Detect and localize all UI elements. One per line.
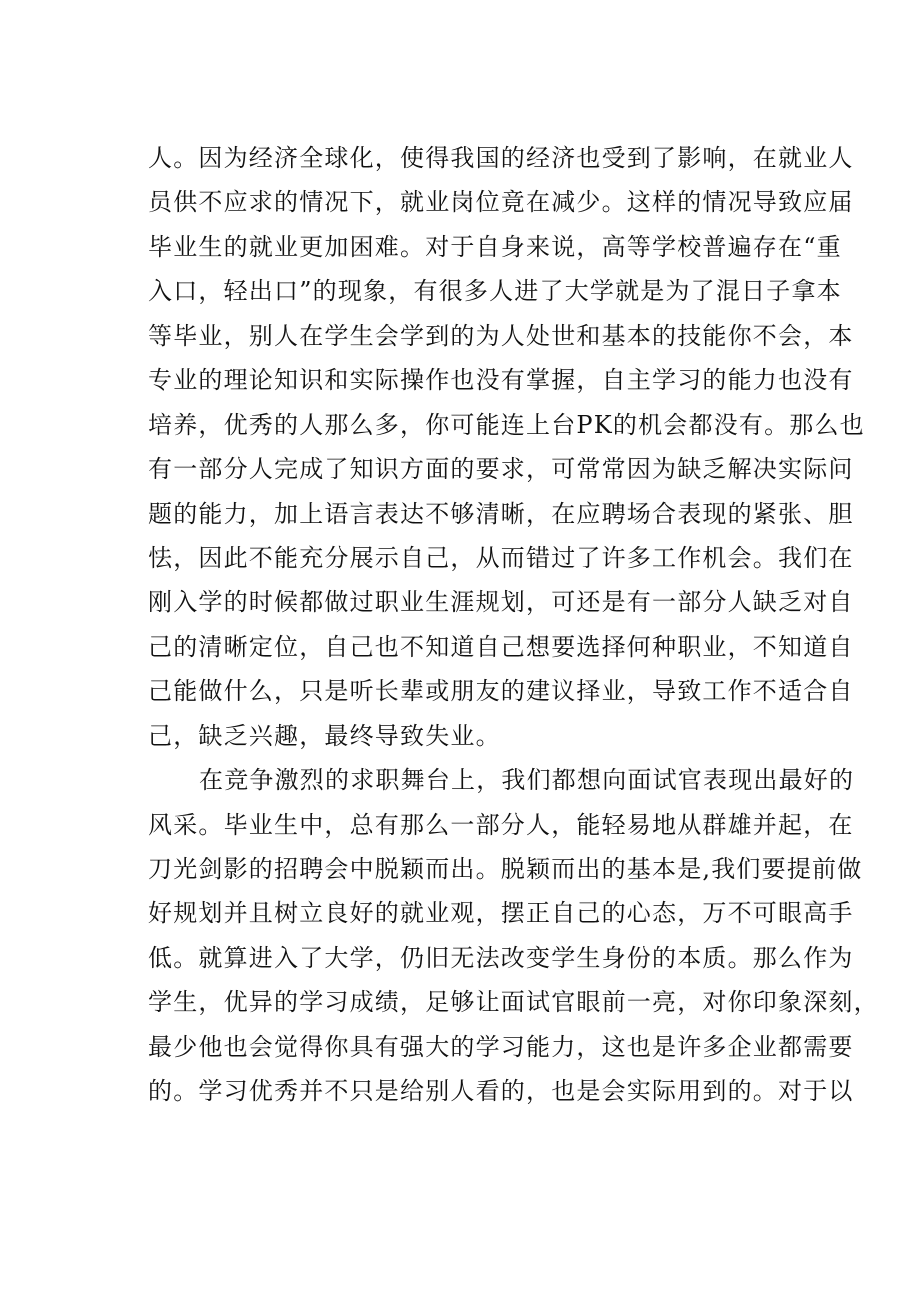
text-line: 在竞争激烈的求职舞台上，我们都想向面试官表现出最好的	[199, 766, 855, 795]
text-line: 己的清晰定位，自己也不知道自己想要选择何种职业，不知道自	[148, 632, 854, 661]
text-line: 好规划并且树立良好的就业观，摆正自己的心态，万不可眼高手	[148, 899, 854, 928]
text-line: 风采。毕业生中，总有那么一部分人，能轻易地从群雄并起，在	[148, 810, 854, 839]
text-line: 刚入学的时候都做过职业生涯规划，可还是有一部分人缺乏对自	[148, 588, 854, 617]
text-line: 等毕业，别人在学生会学到的为人处世和基本的技能你不会，本	[148, 321, 854, 350]
text-line: 己能做什么，只是听长辈或朋友的建议择业，导致工作不适合自	[148, 677, 854, 706]
text-line: 最少他也会觉得你具有强大的学习能力，这也是许多企业都需要	[148, 1032, 854, 1061]
text-line: 人。因为经济全球化，使得我国的经济也受到了影响，在就业人	[148, 144, 854, 172]
text-line: 的。学习优秀并不只是给别人看的，也是会实际用到的。对于以	[148, 1077, 854, 1106]
body-text	[148, 136, 879, 1114]
text-line: 己，缺乏兴趣，最终导致失业。	[148, 721, 501, 750]
paragraph-1	[148, 136, 865, 758]
text-line: 有一部分人完成了知识方面的要求，可常常因为缺乏解决实际问	[148, 455, 854, 484]
text-line: 入口，轻出口”的现象，有很多人进了大学就是为了混日子拿本	[148, 277, 842, 306]
paragraph-2	[148, 758, 879, 1114]
text-line: 专业的理论知识和实际操作也没有掌握，自主学习的能力也没有	[148, 366, 854, 395]
text-line: 培养，优秀的人那么多，你可能连上台PK的机会都没有。那么也	[148, 410, 865, 439]
text-line: 刀光剑影的招聘会中脱颖而出。脱颖而出的基本是,我们要提前做	[148, 855, 863, 883]
text-line: 题的能力，加上语言表达不够清晰，在应聘场合表现的紧张、胆	[148, 499, 854, 528]
text-line: 学生，优异的学习成绩，足够让面试官眼前一亮，对你印象深刻，	[148, 988, 879, 1017]
text-line: 怯，因此不能充分展示自己，从而错过了许多工作机会。我们在	[148, 543, 854, 572]
text-line: 毕业生的就业更加困难。对于自身来说，高等学校普遍存在“重	[148, 232, 842, 261]
text-line: 员供不应求的情况下，就业岗位竟在减少。这样的情况导致应届	[148, 188, 854, 217]
text-line: 低。就算进入了大学，仍旧无法改变学生身份的本质。那么作为	[148, 943, 854, 972]
